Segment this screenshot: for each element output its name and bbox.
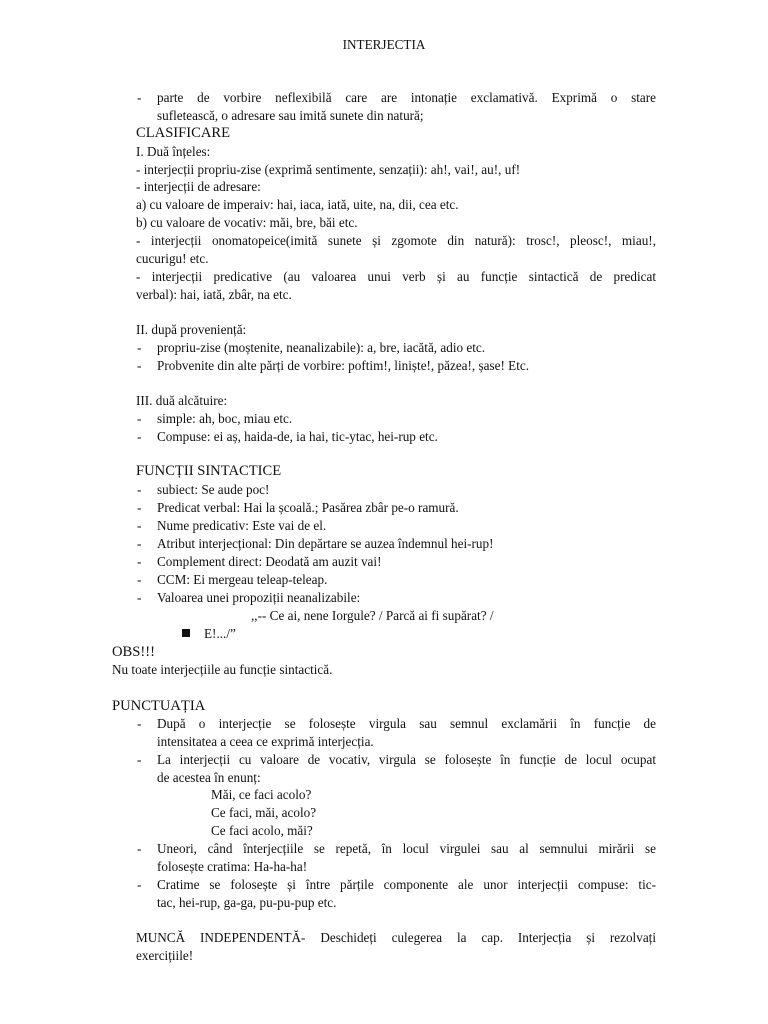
section-heading-functii: FUNCȚII SINTACTICE <box>136 463 282 479</box>
obs-text: Nu toate interjecțiile au funcție sintactică. <box>112 662 333 677</box>
text-line: verbal): hai, iată, zbâr, na etc. <box>136 287 292 302</box>
section-heading-punctuatia: PUNCTUAȚIA <box>112 698 206 714</box>
bullet-dash: - <box>137 877 142 892</box>
list-item: simple: ah, boc, miau etc. <box>157 411 293 426</box>
text-line: - interjecții propriu-zise (exprimă sentimente, senzații): ah!, vai!, au!, uf! <box>136 162 521 177</box>
example-line: Ce faci acolo, măi? <box>211 823 313 838</box>
bullet-dash: - <box>137 340 142 355</box>
list-item: intensitatea a ceea ce exprimă interjecția. <box>157 734 374 749</box>
bullet-dash: - <box>137 500 142 515</box>
bullet-dash: - <box>137 841 142 856</box>
list-item: Nume predicativ: Este vai de el. <box>157 518 327 533</box>
list-item: După o interjecție se folosește virgula sau semnul exclamării în funcție de <box>157 716 656 731</box>
quote-line: E!.../” <box>204 626 236 641</box>
bullet-dash: - <box>137 411 142 426</box>
list-item: folosește cratima: Ha-ha-ha! <box>157 859 308 874</box>
square-bullet-icon <box>182 629 190 637</box>
intro-line: sufletească, o adresare sau imită sunete din natură; <box>157 108 424 123</box>
list-item: Predicat verbal: Hai la școală.; Pasărea zbâr pe-o ramură. <box>157 500 459 515</box>
list-item: tac, hei-rup, ga-ga, pu-pu-pup etc. <box>157 895 337 910</box>
document-title: INTERJECTIA <box>342 37 426 52</box>
list-item: propriu-zise (moștenite, neanalizabile): a, bre, iacătă, adio etc. <box>157 340 486 355</box>
subsection-heading: II. după proveniență: <box>136 322 247 337</box>
list-item: La interjecții cu valoare de vocativ, virgula se folosește în funcție de locul ocupat <box>157 752 656 767</box>
bullet-dash: - <box>137 572 142 587</box>
bullet-dash: - <box>137 590 142 605</box>
list-item: Cratime se folosește și între părțile componente ale unor interjecții compuse: tic- <box>157 877 656 892</box>
obs-heading: OBS!!! <box>112 644 155 660</box>
subsection-heading: III. duă alcătuire: <box>136 393 228 408</box>
list-item: Complement direct: Deodată am auzit vai! <box>157 554 382 569</box>
bullet-dash: - <box>137 90 142 105</box>
bullet-dash: - <box>137 518 142 533</box>
text-line: b) cu valoare de vocativ: măi, bre, băi etc. <box>136 215 358 230</box>
list-item: subiect: Se aude poc! <box>157 482 270 497</box>
text-line: - interjecții onomatopeice(imită sunete și zgomote din natură): trosc!, pleosc!, miau!, <box>136 233 656 248</box>
text-line: cucurigu! etc. <box>136 251 209 266</box>
text-line: I. Duă înțeles: <box>136 144 211 159</box>
list-item: CCM: Ei mergeau teleap-teleap. <box>157 572 328 587</box>
section-heading-clasificare: CLASIFICARE <box>136 125 231 141</box>
bullet-dash: - <box>137 554 142 569</box>
list-item: Compuse: ei aș, haida-de, ia hai, tic-ytac, hei-rup etc. <box>157 429 438 444</box>
bullet-dash: - <box>137 716 142 731</box>
text-line: a) cu valoare de imperaiv: hai, iaca, iată, uite, na, dii, cea etc. <box>136 197 459 212</box>
bullet-dash: - <box>137 358 142 373</box>
bullet-dash: - <box>137 429 142 444</box>
example-line: Măi, ce faci acolo? <box>211 787 312 802</box>
intro-line: parte de vorbire neflexibilă care are intonație exclamativă. Exprimă o stare <box>157 90 656 105</box>
list-item: Valoarea unei propoziții neanalizabile: <box>157 590 361 605</box>
bullet-dash: - <box>137 482 142 497</box>
text-line: - interjecții predicative (au valoarea unui verb și au funcție sintactică de predicat <box>136 269 656 284</box>
quote-line: ,,-- Ce ai, nene Iorgule? / Parcă ai fi supărat? / <box>251 608 494 623</box>
list-item: Uneori, când înterjecțiile se repetă, în locul virgulei sau al semnului mirării se <box>157 841 656 856</box>
text-line: - interjecții de adresare: <box>136 179 261 194</box>
assignment-line: MUNCĂ INDEPENDENTĂ- Deschideți culegerea la cap. Interjecția și rezolvați <box>136 930 656 945</box>
bullet-dash: - <box>137 536 142 551</box>
assignment-line: exercițiile! <box>136 948 194 963</box>
list-item: de acestea în enunț: <box>157 770 261 785</box>
list-item: Atribut interjecțional: Din depărtare se auzea îndemnul hei-rup! <box>157 536 494 551</box>
bullet-dash: - <box>137 752 142 767</box>
example-line: Ce faci, măi, acolo? <box>211 805 317 820</box>
list-item: Probvenite din alte părți de vorbire: poftim!, liniște!, păzea!, șase! Etc. <box>157 358 530 373</box>
